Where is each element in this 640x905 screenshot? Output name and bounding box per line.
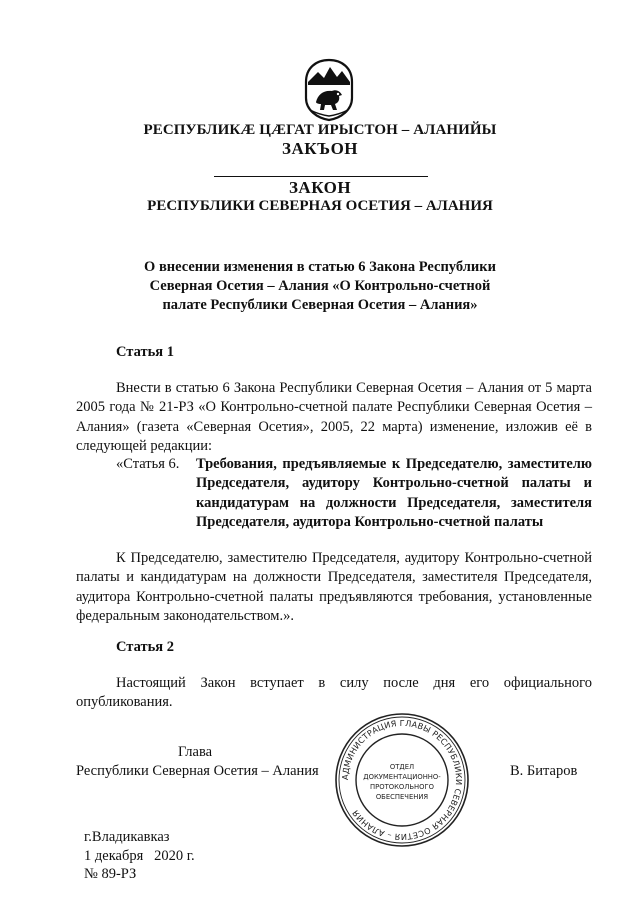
article-6-quote — [116, 455, 592, 532]
seal-inner-text: ПРОТОКОЛЬНОГО — [370, 783, 434, 791]
article-6-body: К Председателю, заместителю Председателя, аудитору Контрольно-счетной палаты и кандидатурам на должности Председателя, заместителя Председателя, аудитора Контрольно-счетной палаты предъявляются требования, установленные федеральным законодательством.». — [76, 550, 592, 624]
header-divider — [214, 176, 428, 177]
law-title-line: Северная Осетия – Алания «О Контрольно-счетной — [149, 278, 491, 294]
header-zakon-russian: ЗАКОН — [288, 178, 352, 197]
law-title-line: палате Республики Северная Осетия – Алания» — [162, 297, 478, 313]
signatory-position-title: Глава — [178, 744, 213, 760]
coat-of-arms-icon — [302, 58, 356, 122]
footer-number: № 89-РЗ — [84, 866, 137, 882]
header-zakon-ossetian: ЗАКЪОН — [281, 139, 359, 158]
article-1-intro: Внести в статью 6 Закона Республики Северная Осетия – Алания от 5 марта 2005 года № 21-РЗ «О Контрольно-счетной палате Республики Северная Осетия – Алания» (газета «Северная Осетия», 2005, 22 марта) изменение, изложив её в следующей редакции: — [76, 380, 592, 454]
article-2-body: Настоящий Закон вступает в силу после дня его официального опубликования. — [76, 675, 592, 711]
seal-ring-text: АДМИНИСТРАЦИЯ ГЛАВЫ РЕСПУБЛИКИ СЕВЕРНАЯ ОСЕТИЯ – АЛАНИЯ — [339, 717, 465, 843]
seal-inner-text: ОБЕСПЕЧЕНИЯ — [375, 793, 429, 801]
seal-inner-text: ОТДЕЛ — [389, 763, 415, 771]
header-republic-russian: РЕСПУБЛИКИ СЕВЕРНАЯ ОСЕТИЯ – АЛАНИЯ — [147, 198, 493, 214]
law-title — [90, 258, 550, 315]
signatory-name: В. Битаров — [510, 763, 578, 779]
header-ossetian-republic: РЕСПУБЛИКÆ ЦÆГАТ ИРЫСТОН – АЛАНИЙЫ — [143, 122, 497, 138]
article-2-heading: Статья 2 — [116, 639, 174, 655]
seal-inner-text: ДОКУМЕНТАЦИОННО- — [363, 773, 441, 781]
document-footer — [84, 828, 195, 884]
quote-title: Требования, предъявляемые к Председателю, заместителю Председателя, аудитору Контрольно-счетной палаты и кандидатурам на должности Председателя, заместителя Председателя, аудитора Контрольно-счетной палаты — [196, 456, 592, 530]
footer-date: 1 декабря 2020 г. — [84, 847, 195, 864]
signatory-position-republic: Республики Северная Осетия – Алания — [76, 763, 319, 779]
law-title-line: О внесении изменения в статью 6 Закона Республики — [144, 259, 496, 275]
article-1-heading: Статья 1 — [116, 344, 174, 360]
footer-city: г.Владикавказ — [84, 829, 170, 845]
quote-label: «Статья 6. — [116, 456, 180, 472]
official-seal-stamp — [334, 712, 470, 848]
